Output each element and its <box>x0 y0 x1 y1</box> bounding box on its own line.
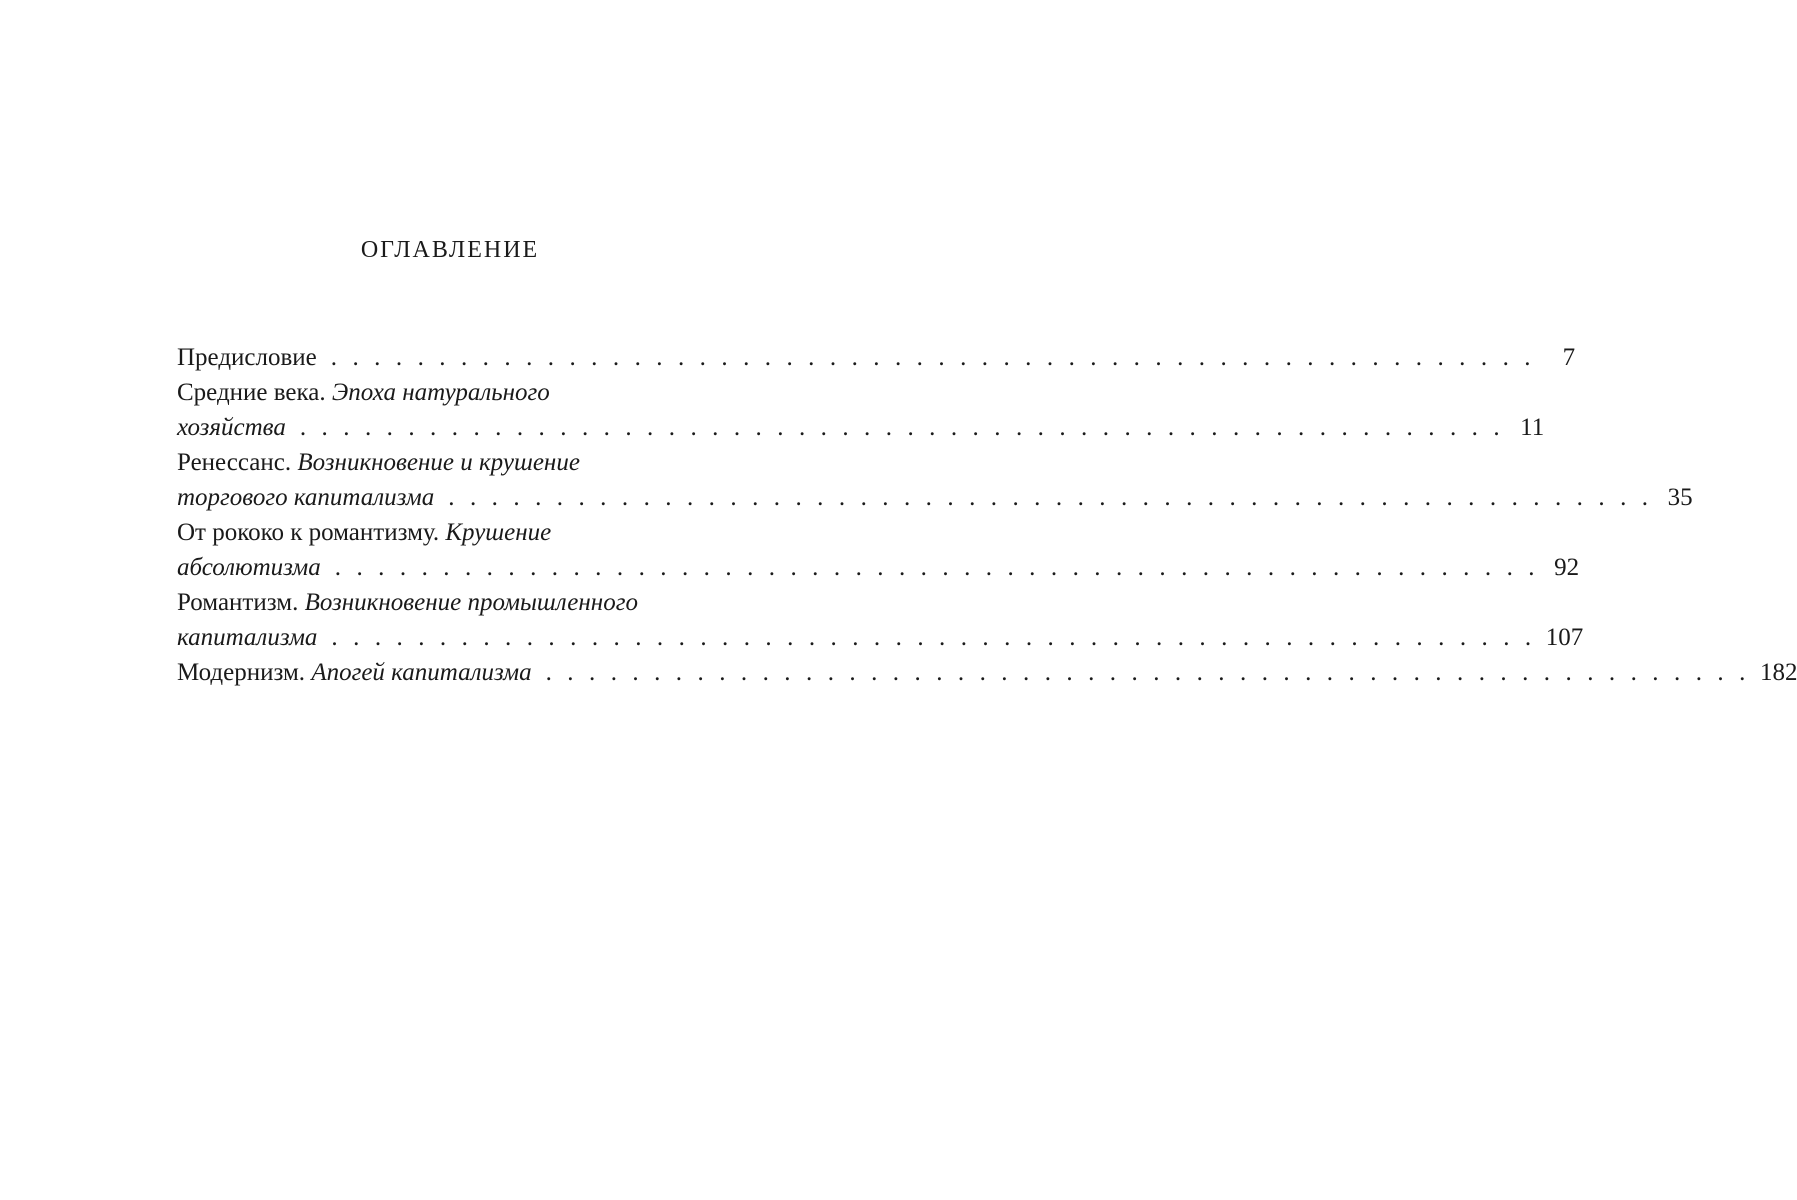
dot-leader: . . . . . . . . . . . . . . . . . . . . . . . . . . . . . . . . . . . . . . . . . . . . . . . . . . . . . . . . <box>330 344 1536 371</box>
toc-entry-subtitle: Возникновение промышленного <box>304 589 638 616</box>
toc-entry-subtitle: хозяйства <box>177 414 286 441</box>
toc-entry-text <box>177 655 532 690</box>
toc-entry-subtitle: торгового капитализма <box>177 484 435 511</box>
page-title: оглавление <box>360 228 540 265</box>
toc-entry-text <box>177 445 580 480</box>
table-of-contents <box>177 340 1797 690</box>
toc-entry-text <box>177 340 317 375</box>
toc-line <box>177 480 1693 515</box>
toc-entry-heading: Средние века. <box>177 379 332 406</box>
toc-entry[interactable] <box>177 340 1576 375</box>
toc-line <box>177 655 1797 690</box>
toc-line <box>177 620 1584 655</box>
toc-entry-heading: Романтизм. <box>177 589 305 616</box>
dot-leader: . . . . . . . . . . . . . . . . . . . . . . . . . . . . . . . . . . . . . . . . . . . . . . . . . . . . . . . . <box>334 554 1540 581</box>
page-number: 7 <box>1562 344 1576 371</box>
toc-entry-text <box>177 550 321 585</box>
page-number: 11 <box>1520 414 1545 441</box>
toc-entry-text <box>177 375 550 410</box>
toc-entry[interactable] <box>177 445 1693 515</box>
toc-line <box>177 340 1576 375</box>
page-number: 35 <box>1667 484 1693 511</box>
toc-entry-subtitle: Эпоха натурального <box>331 379 550 406</box>
toc-entry-text <box>177 480 434 515</box>
toc-entry-subtitle: Возникновение и крушение <box>297 449 580 476</box>
toc-entry-heading: Ренессанс. <box>177 449 298 476</box>
toc-line <box>177 585 741 620</box>
toc-entry[interactable] <box>177 585 1584 655</box>
toc-line <box>177 410 1545 445</box>
dot-leader: . . . . . . . . . . . . . . . . . . . . . . . . . . . . . . . . . . . . . . . . . . . . . . . . . . . . . . . . <box>448 484 1653 511</box>
toc-entry-subtitle: абсолютизма <box>177 554 321 581</box>
dot-leader: . . . . . . . . . . . . . . . . . . . . . . . . . . . . . . . . . . . . . . . . . . . . . . . . . . . . . . . . <box>331 624 1536 651</box>
toc-entry-subtitle: Апогей капитализма <box>311 659 532 686</box>
dot-leader: . . . . . . . . . . . . . . . . . . . . . . . . . . . . . . . . . . . . . . . . . . . . . . . . . . . . . . . . <box>545 659 1750 686</box>
toc-entry[interactable] <box>177 655 1797 690</box>
toc-entry[interactable] <box>177 515 1580 585</box>
page-number: 92 <box>1554 554 1580 581</box>
page-number: 182 <box>1759 659 1797 686</box>
toc-entry-text <box>177 620 317 655</box>
toc-line <box>177 375 741 410</box>
toc-line <box>177 445 741 480</box>
dot-leader: . . . . . . . . . . . . . . . . . . . . . . . . . . . . . . . . . . . . . . . . . . . . . . . . . . . . . . . . <box>299 414 1505 441</box>
toc-line <box>177 550 1580 585</box>
toc-entry-text <box>177 515 551 550</box>
toc-entry[interactable] <box>177 375 1545 445</box>
toc-entry-subtitle: Крушение <box>445 519 552 546</box>
toc-entry-text <box>177 410 286 445</box>
toc-entry-text <box>177 585 638 620</box>
toc-entry-heading: Модернизм. <box>177 659 312 686</box>
toc-entry-subtitle: капитализма <box>177 624 318 651</box>
toc-line <box>177 515 741 550</box>
toc-entry-heading: От рококо к романтизму. <box>177 519 446 546</box>
page-number: 107 <box>1545 624 1584 651</box>
toc-entry-heading: Предисловие <box>177 344 317 371</box>
